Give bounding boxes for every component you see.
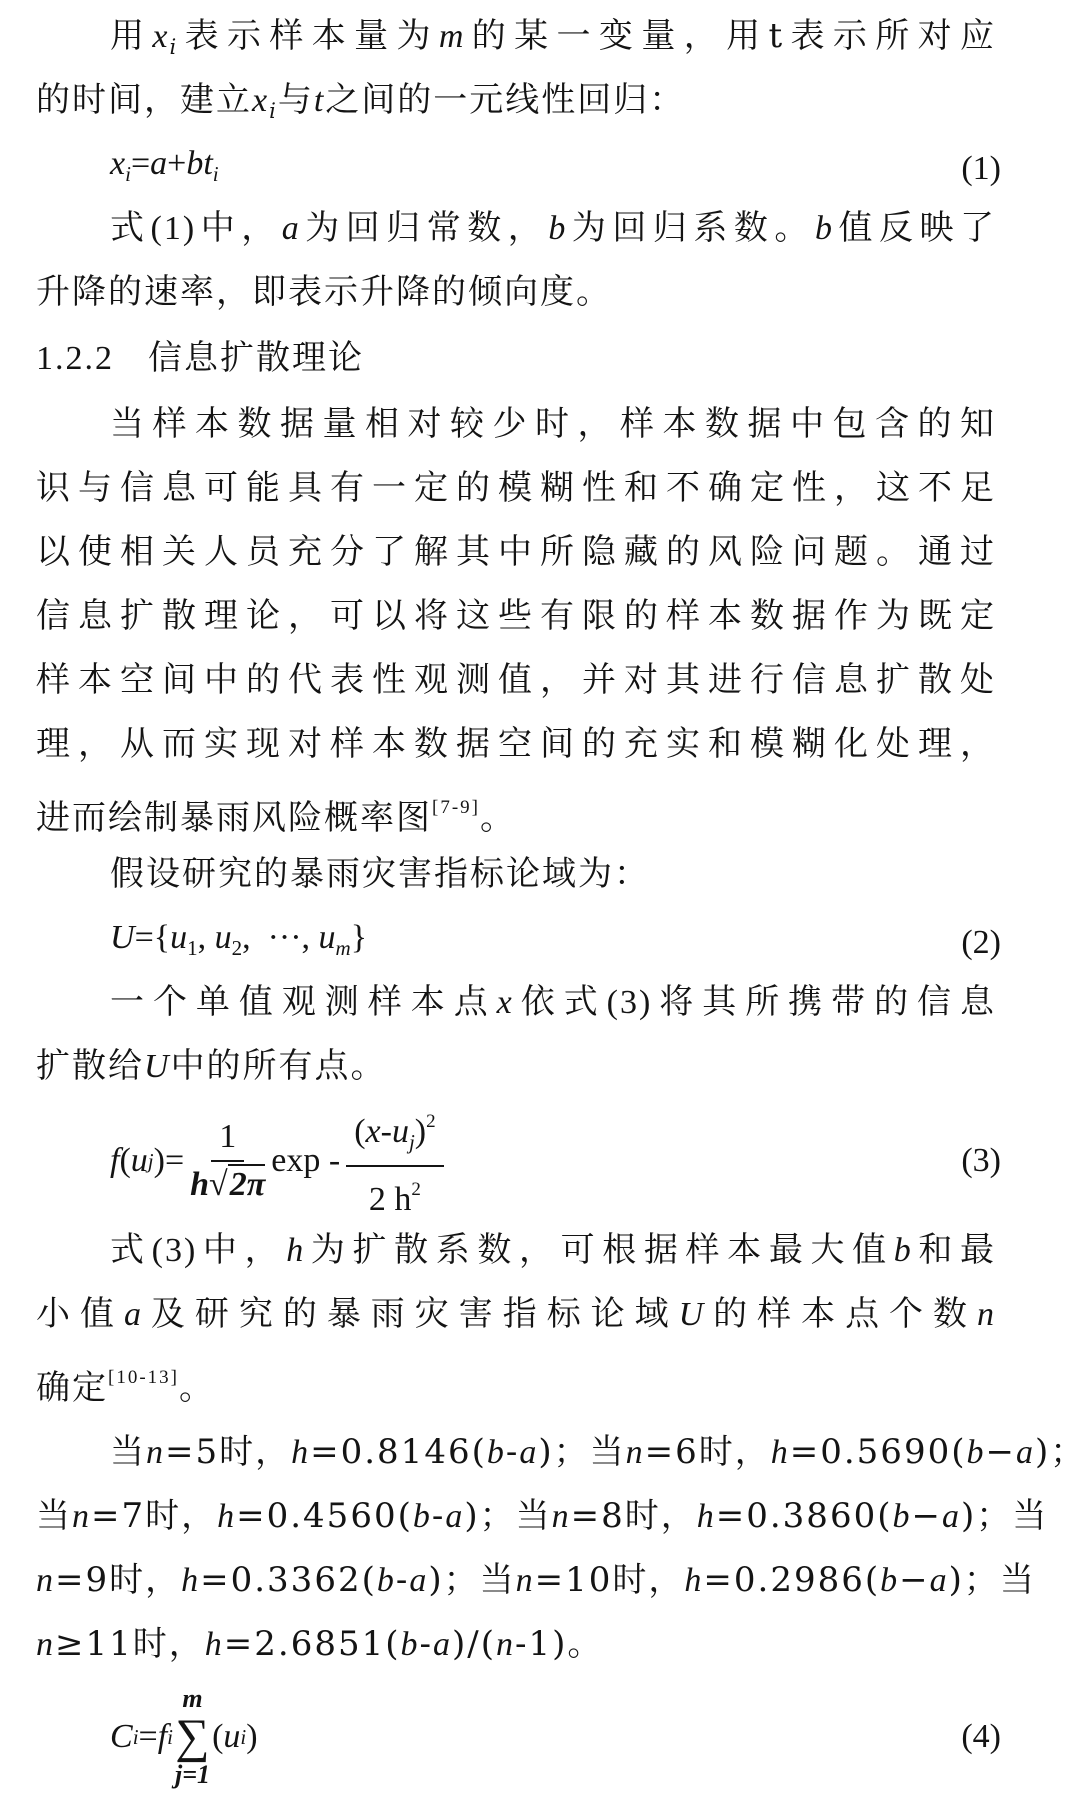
para1-line1: 用$x_i$表示样本量为m的某一变量，用t表示所对应 [110, 16, 997, 59]
para1-line2: 的时间，建立$x_i$与t之间的一元线性回归： [36, 80, 686, 123]
equation-1 [110, 132, 1001, 206]
equation-1-number: (1) [961, 150, 1001, 187]
para5-line2: 扩散给U中的所有点。 [36, 1046, 387, 1086]
section-title: 信息扩散理论 [148, 338, 364, 378]
para3-line1: 当样本数据量相对较少时，样本数据中包含的知 [110, 404, 996, 444]
section-number: 1.2.2 [36, 340, 114, 377]
para3-line3: 以使相关人员充分了解其中所隐藏的风险问题。通过 [36, 532, 996, 572]
equation-2-formula: $U=\{u_1$, $u_2$, ···, $u_m$} [110, 919, 368, 960]
equation-3 [110, 1106, 1001, 1216]
para3-line4: 信息扩散理论，可以将这些有限的样本数据作为既定 [36, 596, 996, 636]
fraction-2: $\frac{(x-u_j)^2}{2 h^2}$ [346, 1101, 443, 1221]
equation-4 [110, 1684, 1001, 1790]
equation-2-number: (2) [961, 924, 1001, 961]
equation-4-number: (4) [961, 1718, 1001, 1755]
para7-line3: n=9时，h=0.3362(b-a)；当n=10时，h=0.2986(b−a)；当 [36, 1560, 1036, 1600]
equation-3-number: (3) [961, 1142, 1001, 1179]
para4-line1: 假设研究的暴雨灾害指标论域为： [110, 854, 650, 894]
equation-4-formula: C i = f i m ∑ j=1 ( u i ) [110, 1684, 258, 1789]
equation-1-formula: $x_i=a+bt_i$ [110, 145, 219, 186]
citation: [7-9] [432, 797, 480, 818]
summation-symbol: m ∑ j=1 [175, 1684, 211, 1789]
para7-line1: 当n=5时，h=0.8146(b-a)；当n=6时，h=0.5690(b−a)； [110, 1432, 1086, 1472]
equation-3-formula: f ( u j )= $\frac{1}{h√2\pi}$ exp - $\frac{(x-u_j)^2}{2 h^2}$ [110, 1101, 450, 1221]
para2-line1: 式(1)中，a为回归常数，b为回归系数。b值反映了 [110, 208, 996, 248]
para6-line3: 确定[10-13]。 [36, 1367, 215, 1408]
para7-line4: n≥11时，h=2.6851(b-a)/(n-1)。 [36, 1624, 604, 1664]
fraction-1: $\frac{1}{h√2\pi}$ [190, 1118, 266, 1203]
para2-line2: 升降的速率，即表示升降的倾向度。 [36, 272, 612, 312]
citation: [10-13] [108, 1367, 179, 1388]
para5-line1: 一个单值观测样本点x依式(3)将其所携带的信息 [110, 982, 997, 1022]
para3-line6: 理，从而实现对样本数据空间的充实和模糊化处理， [36, 724, 996, 764]
para3-line7: 进而绘制暴雨风险概率图[7-9]。 [36, 797, 516, 838]
para3-line5: 样本空间中的代表性观测值，并对其进行信息扩散处 [36, 660, 996, 700]
section-heading [36, 326, 364, 391]
equation-2 [110, 906, 1001, 980]
para6-line2: 小值a及研究的暴雨灾害指标论域U的样本点个数n [36, 1294, 997, 1334]
para7-line2: 当n=7时，h=0.4560(b-a)；当n=8时，h=0.3860(b−a)；当 [36, 1496, 1049, 1536]
para6-line1: 式(3)中，h为扩散系数，可根据样本最大值b和最 [110, 1230, 997, 1270]
para3-line2: 识与信息可能具有一定的模糊性和不确定性，这不足 [36, 468, 996, 508]
